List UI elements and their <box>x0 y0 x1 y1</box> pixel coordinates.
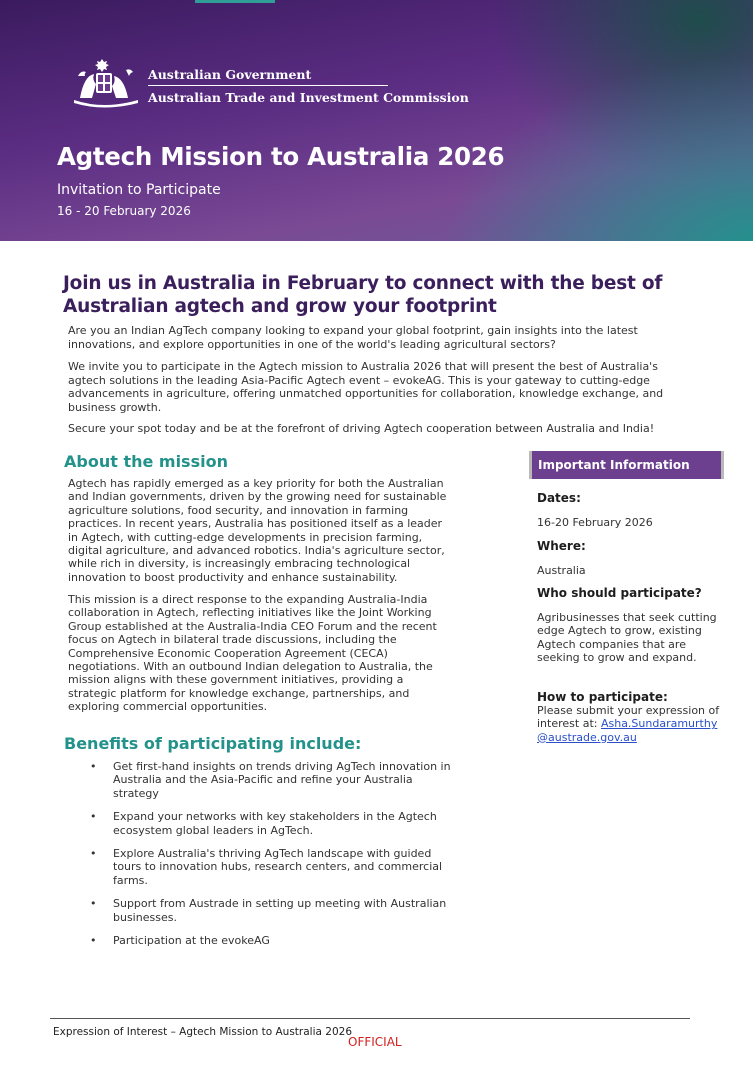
benefits-list <box>88 760 453 957</box>
benefits-heading: Benefits of participating include: <box>64 734 362 753</box>
document-title: Agtech Mission to Australia 2026 <box>57 142 505 171</box>
banner-dates: 16 - 20 February 2026 <box>57 204 191 218</box>
list-item <box>88 760 453 800</box>
agency-name: Australian Trade and Investment Commission <box>148 90 469 105</box>
list-item-text: Support from Austrade in setting up meeting with Australian businesses. <box>113 897 447 924</box>
contact-email-link[interactable]: Asha.Sundaramurthy@austrade.gov.au <box>537 717 718 744</box>
bullet-icon: • <box>90 810 97 824</box>
dates-value: 16-20 February 2026 <box>537 516 653 529</box>
government-name: Australian Government <box>148 67 312 82</box>
coat-of-arms-icon <box>70 58 142 108</box>
footer-text: Expression of Interest – Agtech Mission to Australia 2026 <box>53 1026 353 1038</box>
list-item-text: Expand your networks with key stakeholders in the Agtech ecosystem global leaders in AgTech. <box>113 810 437 837</box>
where-value: Australia <box>537 564 586 577</box>
list-item <box>88 897 453 924</box>
bullet-icon: • <box>90 897 97 911</box>
how-instructions: Please submit your expression of interest at: <box>537 704 720 731</box>
bullet-icon: • <box>90 760 97 773</box>
bullet-icon: • <box>90 847 97 861</box>
list-item <box>88 847 453 887</box>
where-label: Where: <box>537 539 586 553</box>
list-item-text: Participation at the evokeAG <box>113 934 270 948</box>
about-paragraph: Agtech has rapidly emerged as a key priority for both the Australian and Indian governments, driven by the growing need for sustainable agriculture solutions, food security, and innovation in farming practices. In recent years, Australia has positioned itself as a leader in Agtech, with cutting-edge developments in precision farming, digital agriculture, and advanced robotics. India's agriculture sector, while rich in diversity, is increasingly embracing technological innovation to boost productivity and enhance sustainability. <box>68 477 447 584</box>
how-label: How to participate: <box>537 690 668 704</box>
who-value: Agribusinesses that seek cutting edge Agtech to grow, existing Agtech companies that are seeking to grow and expand. <box>537 611 717 665</box>
list-item-text: Get first-hand insights on trends driving AgTech innovation in Australia and the Asia-Pacific and refine your Australia strategy <box>113 760 451 800</box>
how-value <box>537 704 722 744</box>
logo-divider <box>148 85 388 86</box>
footer-divider <box>50 1018 690 1019</box>
who-label: Who should participate? <box>537 586 702 600</box>
intro-paragraph: Secure your spot today and be at the forefront of driving Agtech cooperation between Australia and India! <box>68 422 655 435</box>
important-info-header: Important Information <box>529 451 724 479</box>
intro-paragraph: We invite you to participate in the Agtech mission to Australia 2026 that will present the best of Australia's agtech solutions in the leading Asia-Pacific Agtech event – evokeAG. This is your gateway to cutting-edge advancements in agriculture, offering unmatched opportunities for collaboration, knowledge exchange, and business growth. <box>68 360 664 414</box>
document-subtitle: Invitation to Participate <box>57 182 221 198</box>
list-item-text: Explore Australia's thriving AgTech landscape with guided tours to innovation hubs, research centers, and commercial farms. <box>113 847 443 887</box>
header-banner <box>0 0 753 241</box>
list-item <box>88 810 453 837</box>
dates-label: Dates: <box>537 491 581 505</box>
about-paragraph: This mission is a direct response to the expanding Australia-India collaboration in Agtech, reflecting initiatives like the Joint Working Group established at the Australia-India CEO Forum and the recent focus on Agtech in bilateral trade discussions, including the Comprehensive Economic Cooperation Agreement (CECA) negotiations. With an outbound Indian delegation to Australia, the mission aligns with these government initiatives, providing a strategic platform for knowledge exchange, partnerships, and exploring commercial opportunities. <box>68 593 437 714</box>
about-heading: About the mission <box>64 452 228 471</box>
intro-paragraph: Are you an Indian AgTech company looking to expand your global footprint, gain insights into the latest innovations, and explore opportunities in one of the world's leading agricultural sectors? <box>68 324 638 351</box>
list-item <box>88 934 453 947</box>
classification-marking: OFFICIAL <box>348 1035 402 1049</box>
headline: Join us in Australia in February to connect with the best of Australian agtech and grow your footprint <box>63 273 663 317</box>
bullet-icon: • <box>90 934 97 948</box>
accent-strip <box>195 0 275 3</box>
